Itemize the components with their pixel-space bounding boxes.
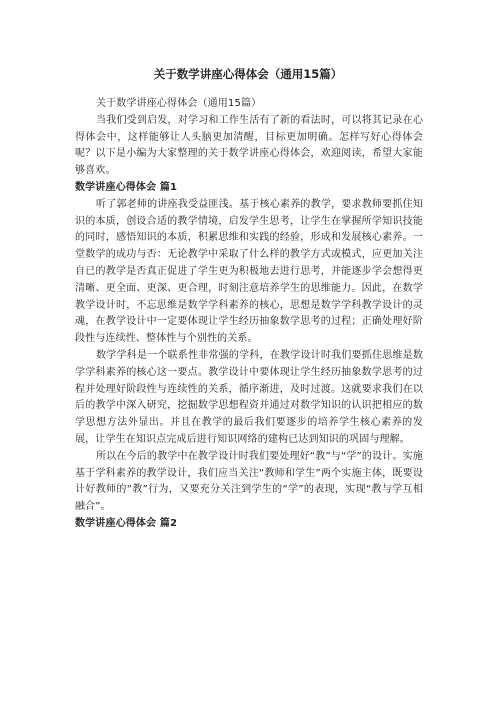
section-1-paragraph-1: 听了郭老师的讲座我受益匪浅。基于核心素养的教学，要求教师要抓住知识的本质，创设合适的教学情境，启发学生思考，让学生在掌握所学知识技能的同时，感悟知识的本质，积累思维和实践的经验，形成和发展核心素养。一堂数学的成功与否：无论教学中采取了什么样的教学方式或模式，应更加关注自已的教学是否真正促进了学生更为积极地去进行思考，并能逐步学会想得更清晰、更全面、更深、更合理，时刻注意培养学生的思维能力。因此，在数学教学设计时，不忘思维是数学学科素养的核心，思想是数学学科教学设计的灵魂，在教学设计中一定要体现让学生经历抽象数学思考的过程；正确处理好阶段性与连续性、整体性与个别性的关系。 xyxy=(75,198,423,345)
section-heading-2: 数学讲座心得体会 篇2 xyxy=(75,517,178,529)
document-body xyxy=(75,96,423,533)
section-1-paragraph-3: 所以在今后的教学中在教学设计时我们要处理好“教”与“学”的设计。实施基于学科素养的教学设计，我们应当关注“教师和学生”两个实施主体，既要设计好教师的“教”行为，又要充分关注到学生的“学”的表现，实现“教与学互相融合”。 xyxy=(75,450,423,513)
section-heading-1: 数学讲座心得体会 篇1 xyxy=(75,181,178,193)
intro-paragraph: 当我们受到启发，对学习和工作生活有了新的看法时，可以将其记录在心得体会中，这样能够让人头脑更加清醒，目标更加明确。怎样写好心得体会呢？以下是小编为大家整理的关于数学讲座心得体会，欢迎阅读，希望大家能够喜欢。 xyxy=(75,114,423,177)
document-subtitle: 关于数学讲座心得体会（通用15篇） xyxy=(96,98,262,109)
document-title: 关于数学讲座心得体会（通用15篇） xyxy=(153,67,343,81)
section-1-paragraph-2: 数学学科是一个联系性非常强的学科，在教学设计时我们要抓住思维是数学学科素养的核心这一要点。教学设计中要体现让学生经历抽象数学思考的过程并处理好阶段性与连续性的关系，循序渐进，及时过渡。这就要求我们在以后的教学中深入研究，挖掘数学思想程资并通过对数学知识的认识把相应的数学思想方法外显出。并且在教学的最后我们要逐步的培养学生核心素养的发展，让学生在知识点完成后进行知识网络的建构已达到知识的巩固与理解。 xyxy=(75,349,423,445)
